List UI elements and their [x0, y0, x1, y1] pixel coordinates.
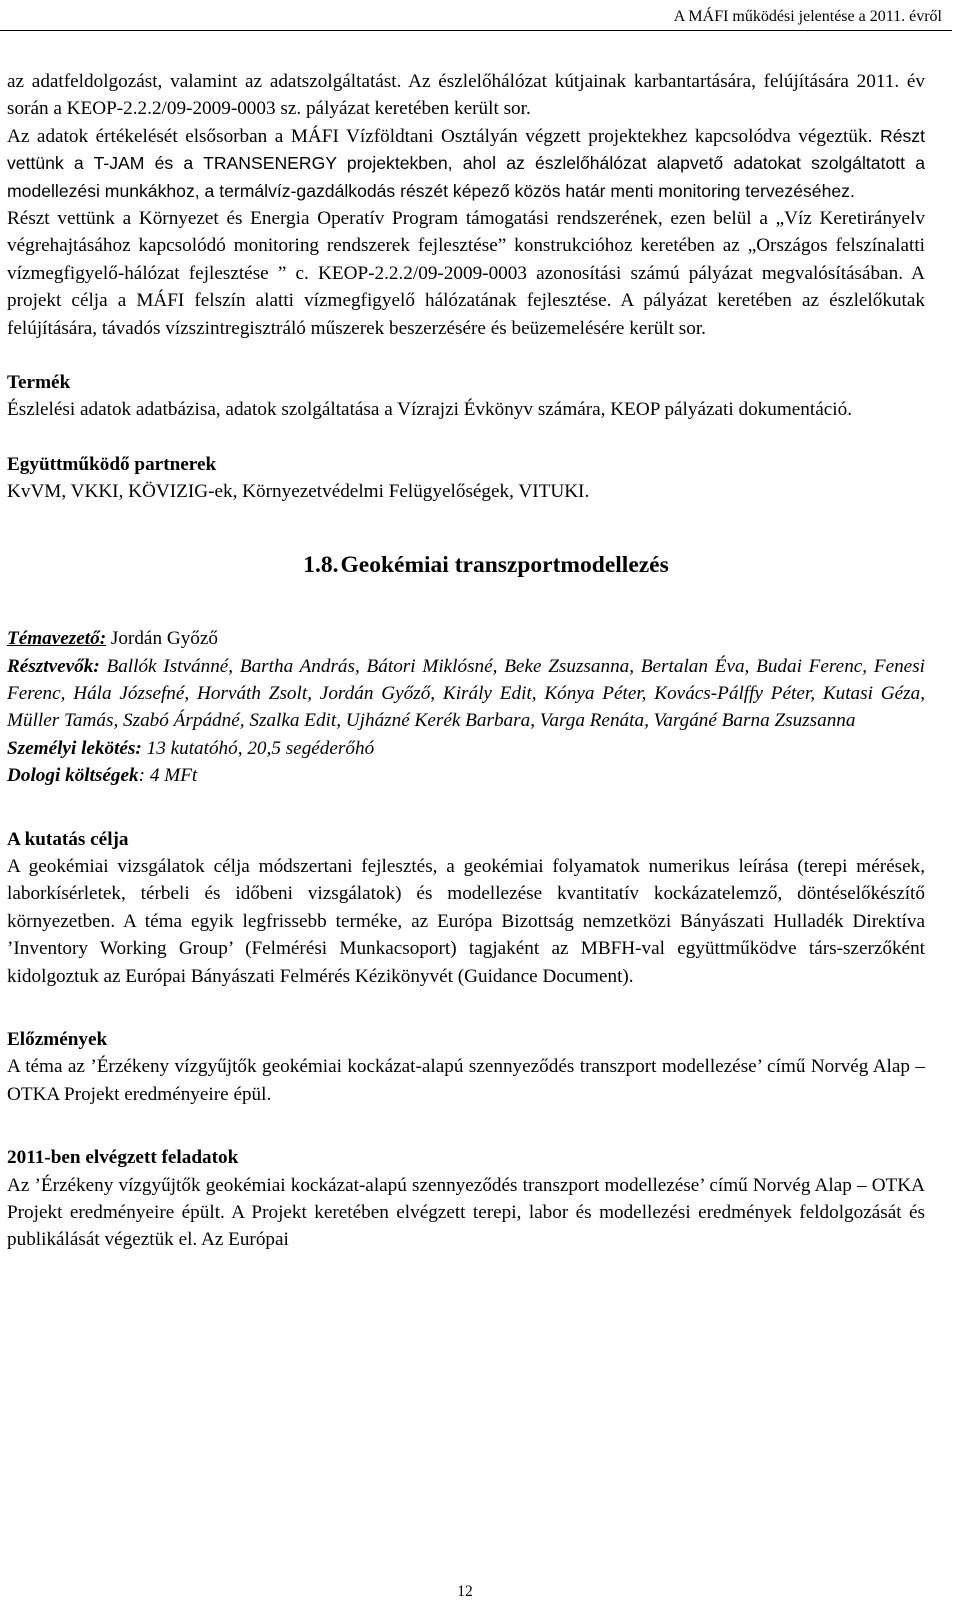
szemelyi-label: Személyi lekötés:	[7, 737, 142, 759]
intro-paragraph-2-serif: Az adatok értékelését elsősorban a MÁFI Vízföldtani Osztályán végzett projektekhez kapcsolódva végeztük.	[7, 125, 873, 147]
temavezeto-value: Jordán Győző	[106, 628, 218, 650]
intro-paragraph-2	[7, 123, 925, 205]
cel-text: A geokémiai vizsgálatok célja módszertani fejlesztés, a geokémiai folyamatok numerikus leírása (terepi mérések, laborkísérletek, térbeli és időbeni vizsgálatok) és modellezése kvantitatív kockázatelemző, döntéselőkészítő környezetben. A téma egyik legfrissebb terméke, az Európa Bizottság nemzetközi Bányászati Hulladék Direktíva ’Inventory Working Group’ (Felmérési Munkacsoport) tagjaként az MBFH-val együttműködve társ-szerzőként kidolgoztuk az Európai Bányászati Felmérés Kézikönyvét (Guidance Document).	[7, 855, 925, 987]
resztvevok-line	[7, 653, 925, 735]
page-number: 12	[457, 1583, 473, 1600]
termek-heading: Termék	[7, 372, 71, 394]
section-number: 1.8.	[303, 551, 339, 578]
dologi-value: : 4 MFt	[138, 765, 198, 787]
szemelyi-value: 13 kutatóhó, 20,5 segéderőhó	[141, 737, 375, 759]
intro-paragraph-2-sans: Részt vettünk a T-JAM és a TRANSENERGY projektekben, ahol az észlelőhálózat alapvető adatokat szolgáltatott a modellezési munkákhoz, a termálvíz-gazdálkodás részét képező közös határ menti monitoring tervezéséhez.	[7, 125, 925, 201]
szemelyi-line	[7, 735, 925, 762]
cel-heading: A kutatás célja	[7, 828, 129, 850]
partnerek-heading: Együttműködő partnerek	[7, 453, 217, 475]
running-title: A MÁFI működési jelentése a 2011. évről	[673, 8, 942, 25]
temavezeto-line	[7, 625, 925, 652]
resztvevok-label: Résztvevők:	[7, 655, 100, 677]
intro-paragraph-3: Részt vettünk a Környezet és Energia Operatív Program támogatási rendszerének, ezen belül a „Víz Keretirányelv végrehajtásához kapcsolódó monitoring rendszerek fejlesztése” konstrukcióhoz keretében az „Országos felszínalatti vízmegfigyelő-hálózat fejlesztése ” c. KEOP-2.2.2/09-2009-0003 azonosítási számú pályázat megvalósításában. A projekt célja a MÁFI felszín alatti vízmegfigyelő hálózatának fejlesztése. A pályázat keretében az észlelőkutak felújítására, távadós vízszintregisztráló műszerek beszerzésére és beüzemelésére került sor.	[7, 208, 925, 339]
elozmenyek-heading: Előzmények	[7, 1028, 108, 1050]
partnerek-text: KvVM, VKKI, KÖVIZIG-ek, Környezetvédelmi Felügyelőségek, VITUKI.	[7, 481, 590, 503]
termek-text: Észlelési adatok adatbázisa, adatok szolgáltatása a Vízrajzi Évkönyv számára, KEOP pályázati dokumentáció.	[7, 399, 852, 421]
feladatok-heading: 2011-ben elvégzett feladatok	[7, 1147, 239, 1169]
section-title-text: Geokémiai transzportmodellezés	[340, 551, 669, 578]
page-content	[7, 68, 925, 1254]
dologi-label: Dologi költségek	[7, 765, 139, 787]
elozmenyek-text: A téma az ’Érzékeny vízgyűjtők geokémiai kockázat-alapú szennyeződés transzport modellezése’ című Norvég Alap – OTKA Projekt eredményeire épül.	[7, 1056, 925, 1105]
temavezeto-label: Témavezető:	[7, 628, 107, 650]
running-header	[0, 8, 952, 31]
section-title	[7, 552, 925, 579]
intro-paragraph-1: az adatfeldolgozást, valamint az adatszolgáltatást. Az észlelőhálózat kútjainak karbantartására, felújítására 2011. év során a KEOP-2.2.2/09-2009-0003 sz. pályázat keretében került sor.	[7, 71, 925, 120]
feladatok-text: Az ’Érzékeny vízgyűjtők geokémiai kockázat-alapú szennyeződés transzport modellezése’ című Norvég Alap – OTKA Projekt eredményeire épült. A Projekt keretében elvégzett terepi, labor és modellezési eredmények feldolgozását és publikálását végeztük el. Az Európai	[7, 1174, 925, 1251]
dologi-line	[7, 762, 925, 789]
resztvevok-value: Ballók Istvánné, Bartha András, Bátori Miklósné, Beke Zsuzsanna, Bertalan Éva, Budai Ferenc, Fenesi Ferenc, Hála Józsefné, Horváth Zsolt, Jordán Győző, Király Edit, Kónya Péter, Kovács-Pálffy Péter, Kutasi Géza, Müller Tamás, Szabó Árpádné, Szalka Edit, Ujházné Kerék Barbara, Varga Renáta, Vargáné Barna Zsuzsanna	[7, 655, 925, 732]
